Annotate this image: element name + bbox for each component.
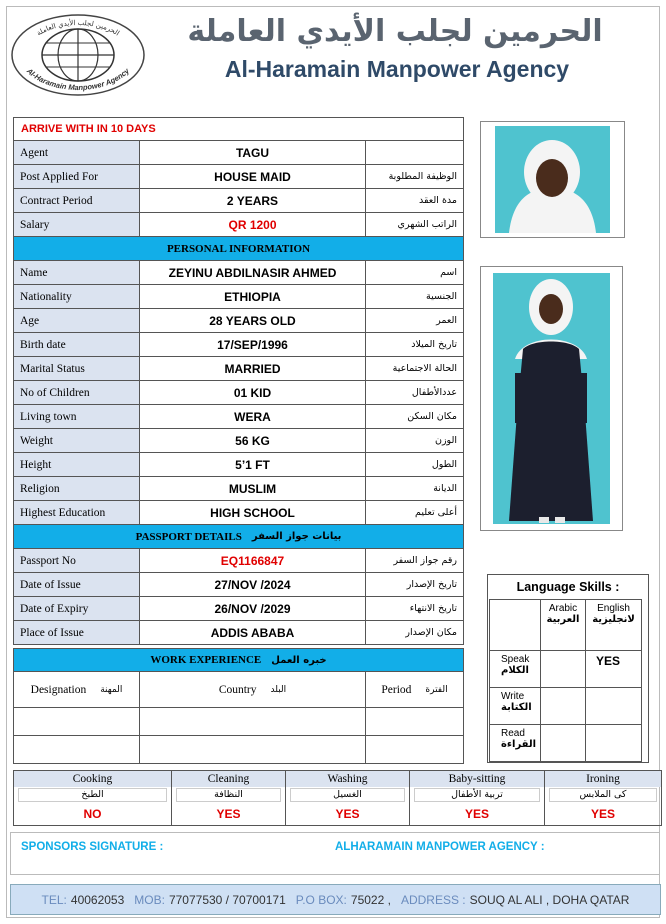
- mob-label: MOB:: [134, 892, 165, 907]
- row-label: Post Applied For: [14, 165, 140, 188]
- row-value: WERA: [140, 405, 366, 428]
- row-label: Read: [501, 728, 525, 739]
- column-label: Period: [381, 683, 412, 696]
- row-value: QR 1200: [140, 213, 366, 236]
- row-arabic-label: مكان السكن: [407, 411, 457, 422]
- row-label: Living town: [14, 405, 140, 428]
- arrival-alert: ARRIVE WITH IN 10 DAYS: [13, 117, 464, 141]
- skill-arabic-label: النظافة: [176, 788, 281, 802]
- agent-row: [13, 141, 464, 165]
- row-arabic-label: [366, 141, 463, 164]
- passport-header: [13, 525, 464, 549]
- column-arabic-label: الفترة: [425, 684, 448, 695]
- row-label: Date of Expiry: [14, 597, 140, 620]
- designation-cell: [14, 736, 140, 763]
- row-label: Speak: [501, 654, 530, 665]
- religion-row: [13, 477, 464, 501]
- row-arabic-label: مكان الإصدار: [405, 627, 457, 638]
- row-label: Religion: [14, 477, 140, 500]
- row-label: Age: [14, 309, 140, 332]
- logo-text-bottom: Al-Haramain Manpower Agency: [24, 66, 132, 93]
- row-arabic-label: أعلى تعليم: [415, 507, 457, 518]
- skill-label: Ironing: [545, 771, 661, 787]
- row-value: 56 KG: [140, 429, 366, 452]
- row-arabic-label: مدة العقد: [419, 195, 457, 206]
- ironing-skill: [545, 771, 661, 825]
- address-label: ADDRESS :: [400, 892, 466, 907]
- row-value: 28 YEARS OLD: [140, 309, 366, 332]
- row-label: Highest Education: [14, 501, 140, 524]
- skill-arabic-label: الطبخ: [18, 788, 167, 802]
- agency-arabic-name: الحرمين لجلب الأيدي العاملة: [187, 14, 603, 49]
- language-skills-title: Language Skills :: [516, 580, 620, 594]
- issue-date-row: [13, 573, 464, 597]
- row-value: HOUSE MAID: [140, 165, 366, 188]
- write-arabic-cell: [540, 687, 586, 725]
- row-value: MUSLIM: [140, 477, 366, 500]
- country-cell: [140, 736, 366, 763]
- work-experience-title-arabic: خبره العمل: [271, 654, 327, 666]
- designation-column: [14, 672, 140, 707]
- row-label: No of Children: [14, 381, 140, 404]
- row-label: Contract Period: [14, 189, 140, 212]
- contact-footer: [10, 884, 661, 915]
- skills-table: [13, 770, 662, 826]
- speak-arabic-cell: [540, 650, 586, 688]
- language-header-row: [489, 599, 644, 650]
- language-skills-box: [487, 574, 649, 763]
- agency-logo: [10, 14, 146, 96]
- agency-signature-label: ALHARAMAIN MANPOWER AGENCY :: [335, 841, 545, 853]
- row-arabic-label: اسم: [440, 267, 457, 278]
- agency-english-name: Al-Haramain Manpower Agency: [224, 56, 570, 82]
- skill-arabic-label: تربية الأطفال: [414, 788, 540, 802]
- period-column: [366, 672, 463, 707]
- town-row: [13, 405, 464, 429]
- row-arabic-label: الجنسية: [426, 291, 457, 302]
- work-experience-header: [13, 648, 464, 672]
- passport-title-arabic: بيانات جواز السفر: [251, 531, 342, 542]
- cleaning-skill: [172, 771, 286, 825]
- row-arabic-label: الطول: [431, 459, 457, 470]
- skill-value: NO: [83, 806, 102, 821]
- height-row: [13, 453, 464, 477]
- row-value: MARRIED: [140, 357, 366, 380]
- row-label: Height: [14, 453, 140, 476]
- name-row: [13, 261, 464, 285]
- column-arabic-label: البلد: [270, 684, 287, 695]
- row-label: Date of Issue: [14, 573, 140, 596]
- row-value: 2 YEARS: [140, 189, 366, 212]
- skill-value: YES: [335, 806, 360, 821]
- read-arabic-cell: [540, 724, 586, 762]
- row-arabic-label: الوظيفة المطلوبة: [388, 171, 457, 182]
- contract-row: [13, 189, 464, 213]
- row-label: Weight: [14, 429, 140, 452]
- row-value: 26/NOV /2029: [140, 597, 366, 620]
- row-label: Marital Status: [14, 357, 140, 380]
- row-value: ADDIS ABABA: [140, 621, 366, 644]
- cooking-skill: [14, 771, 172, 825]
- row-arabic-label: الراتب الشهري: [397, 219, 457, 230]
- write-english-cell: [585, 687, 642, 725]
- language-skills-table: [489, 599, 644, 761]
- tel-value: 40062053: [70, 892, 125, 907]
- column-arabic-label: العربية: [546, 614, 580, 625]
- row-arabic-label: تاريخ الميلاد: [411, 339, 457, 350]
- skill-label: Washing: [286, 771, 409, 787]
- signature-section: [10, 832, 660, 875]
- period-cell: [366, 708, 463, 735]
- row-arabic-label: تاريخ الإصدار: [406, 579, 457, 590]
- passport-no-row: [13, 549, 464, 573]
- post-row: [13, 165, 464, 189]
- row-label: Name: [14, 261, 140, 284]
- row-arabic-label: العمر: [436, 315, 457, 326]
- row-value: 01 KID: [140, 381, 366, 404]
- skill-arabic-label: الغسيل: [290, 788, 405, 802]
- row-arabic-label: الحالة الاجتماعية: [392, 363, 457, 374]
- row-value: ETHIOPIA: [140, 285, 366, 308]
- row-label: Salary: [14, 213, 140, 236]
- speak-english-cell: YES: [585, 650, 642, 688]
- skill-label: Baby-sitting: [410, 771, 544, 787]
- children-row: [13, 381, 464, 405]
- work-experience-columns: [13, 672, 464, 708]
- marital-row: [13, 357, 464, 381]
- row-value: EQ1166847: [140, 549, 366, 572]
- address-value: SOUQ AL ALI , DOHA QATAR: [469, 892, 630, 907]
- work-experience-row: [13, 736, 464, 764]
- mob-value: 77077530 / 70700171: [168, 892, 286, 907]
- column-label: Country: [218, 683, 257, 696]
- row-arabic-label: الكلام: [501, 665, 529, 676]
- passport-title: PASSPORT DETAILS: [135, 530, 242, 543]
- column-label: Designation: [30, 683, 87, 696]
- row-value: 27/NOV /2024: [140, 573, 366, 596]
- row-value: TAGU: [140, 141, 366, 164]
- empty-header-cell: [489, 599, 541, 651]
- full-body-image: [493, 273, 610, 524]
- row-arabic-label: الكتابة: [501, 702, 532, 713]
- speak-label: [489, 650, 541, 688]
- english-language-header: [585, 599, 642, 651]
- write-row: [489, 687, 644, 724]
- row-arabic-label: تاريخ الانتهاء: [409, 603, 457, 614]
- row-label: Birth date: [14, 333, 140, 356]
- column-label: Arabic: [548, 603, 578, 614]
- row-label: Agent: [14, 141, 140, 164]
- work-experience-title: WORK EXPERIENCE: [150, 654, 262, 666]
- row-label: Passport No: [14, 549, 140, 572]
- designation-cell: [14, 708, 140, 735]
- row-label: Write: [501, 691, 525, 702]
- row-value: ZEYINU ABDILNASIR AHMED: [140, 261, 366, 284]
- row-value: 5’1 FT: [140, 453, 366, 476]
- expiry-date-row: [13, 597, 464, 621]
- row-arabic-label: الوزن: [434, 435, 457, 446]
- write-label: [489, 687, 541, 725]
- column-arabic-label: لانجليزية: [592, 614, 635, 625]
- sponsor-signature-label: SPONSORS SIGNATURE :: [21, 841, 164, 853]
- row-value: 17/SEP/1996: [140, 333, 366, 356]
- logo-text-top: الحرمين لجلب الأيدي العاملة: [35, 18, 121, 38]
- birth-date-row: [13, 333, 464, 357]
- nationality-row: [13, 285, 464, 309]
- portrait-image: [495, 126, 610, 233]
- column-arabic-label: المهنة: [100, 684, 123, 695]
- country-cell: [140, 708, 366, 735]
- row-label: Place of Issue: [14, 621, 140, 644]
- country-column: [140, 672, 366, 707]
- period-cell: [366, 736, 463, 763]
- read-english-cell: [585, 724, 642, 762]
- issue-place-row: [13, 621, 464, 645]
- age-row: [13, 309, 464, 333]
- row-arabic-label: رقم جواز السفر: [393, 555, 457, 566]
- row-arabic-label: عددالأطفال: [411, 387, 457, 398]
- row-arabic-label: القراءة: [501, 739, 537, 750]
- weight-row: [13, 429, 464, 453]
- read-label: [489, 724, 541, 762]
- skill-value: YES: [464, 806, 489, 821]
- row-arabic-label: الديانة: [433, 483, 457, 494]
- row-label: Nationality: [14, 285, 140, 308]
- arabic-language-header: [540, 599, 586, 651]
- personal-info-header: [13, 237, 464, 261]
- baby-sitting-skill: [410, 771, 545, 825]
- pobox-value: 75022 ,: [350, 892, 391, 907]
- skill-label: Cleaning: [172, 771, 285, 787]
- personal-info-title: PERSONAL INFORMATION: [166, 242, 311, 255]
- skill-arabic-label: كى الملابس: [549, 788, 657, 802]
- skill-value: YES: [590, 806, 615, 821]
- column-label: English: [597, 603, 630, 614]
- salary-row: [13, 213, 464, 237]
- work-experience-row: [13, 708, 464, 736]
- read-row: [489, 724, 644, 761]
- tel-label: TEL:: [41, 892, 67, 907]
- skill-value: YES: [216, 806, 241, 821]
- education-row: [13, 501, 464, 525]
- speak-row: [489, 650, 644, 687]
- full-body-photo: [480, 266, 623, 531]
- pobox-label: P.O BOX:: [295, 892, 347, 907]
- row-value: HIGH SCHOOL: [140, 501, 366, 524]
- washing-skill: [286, 771, 410, 825]
- skill-label: Cooking: [14, 771, 171, 787]
- portrait-photo: [480, 121, 625, 238]
